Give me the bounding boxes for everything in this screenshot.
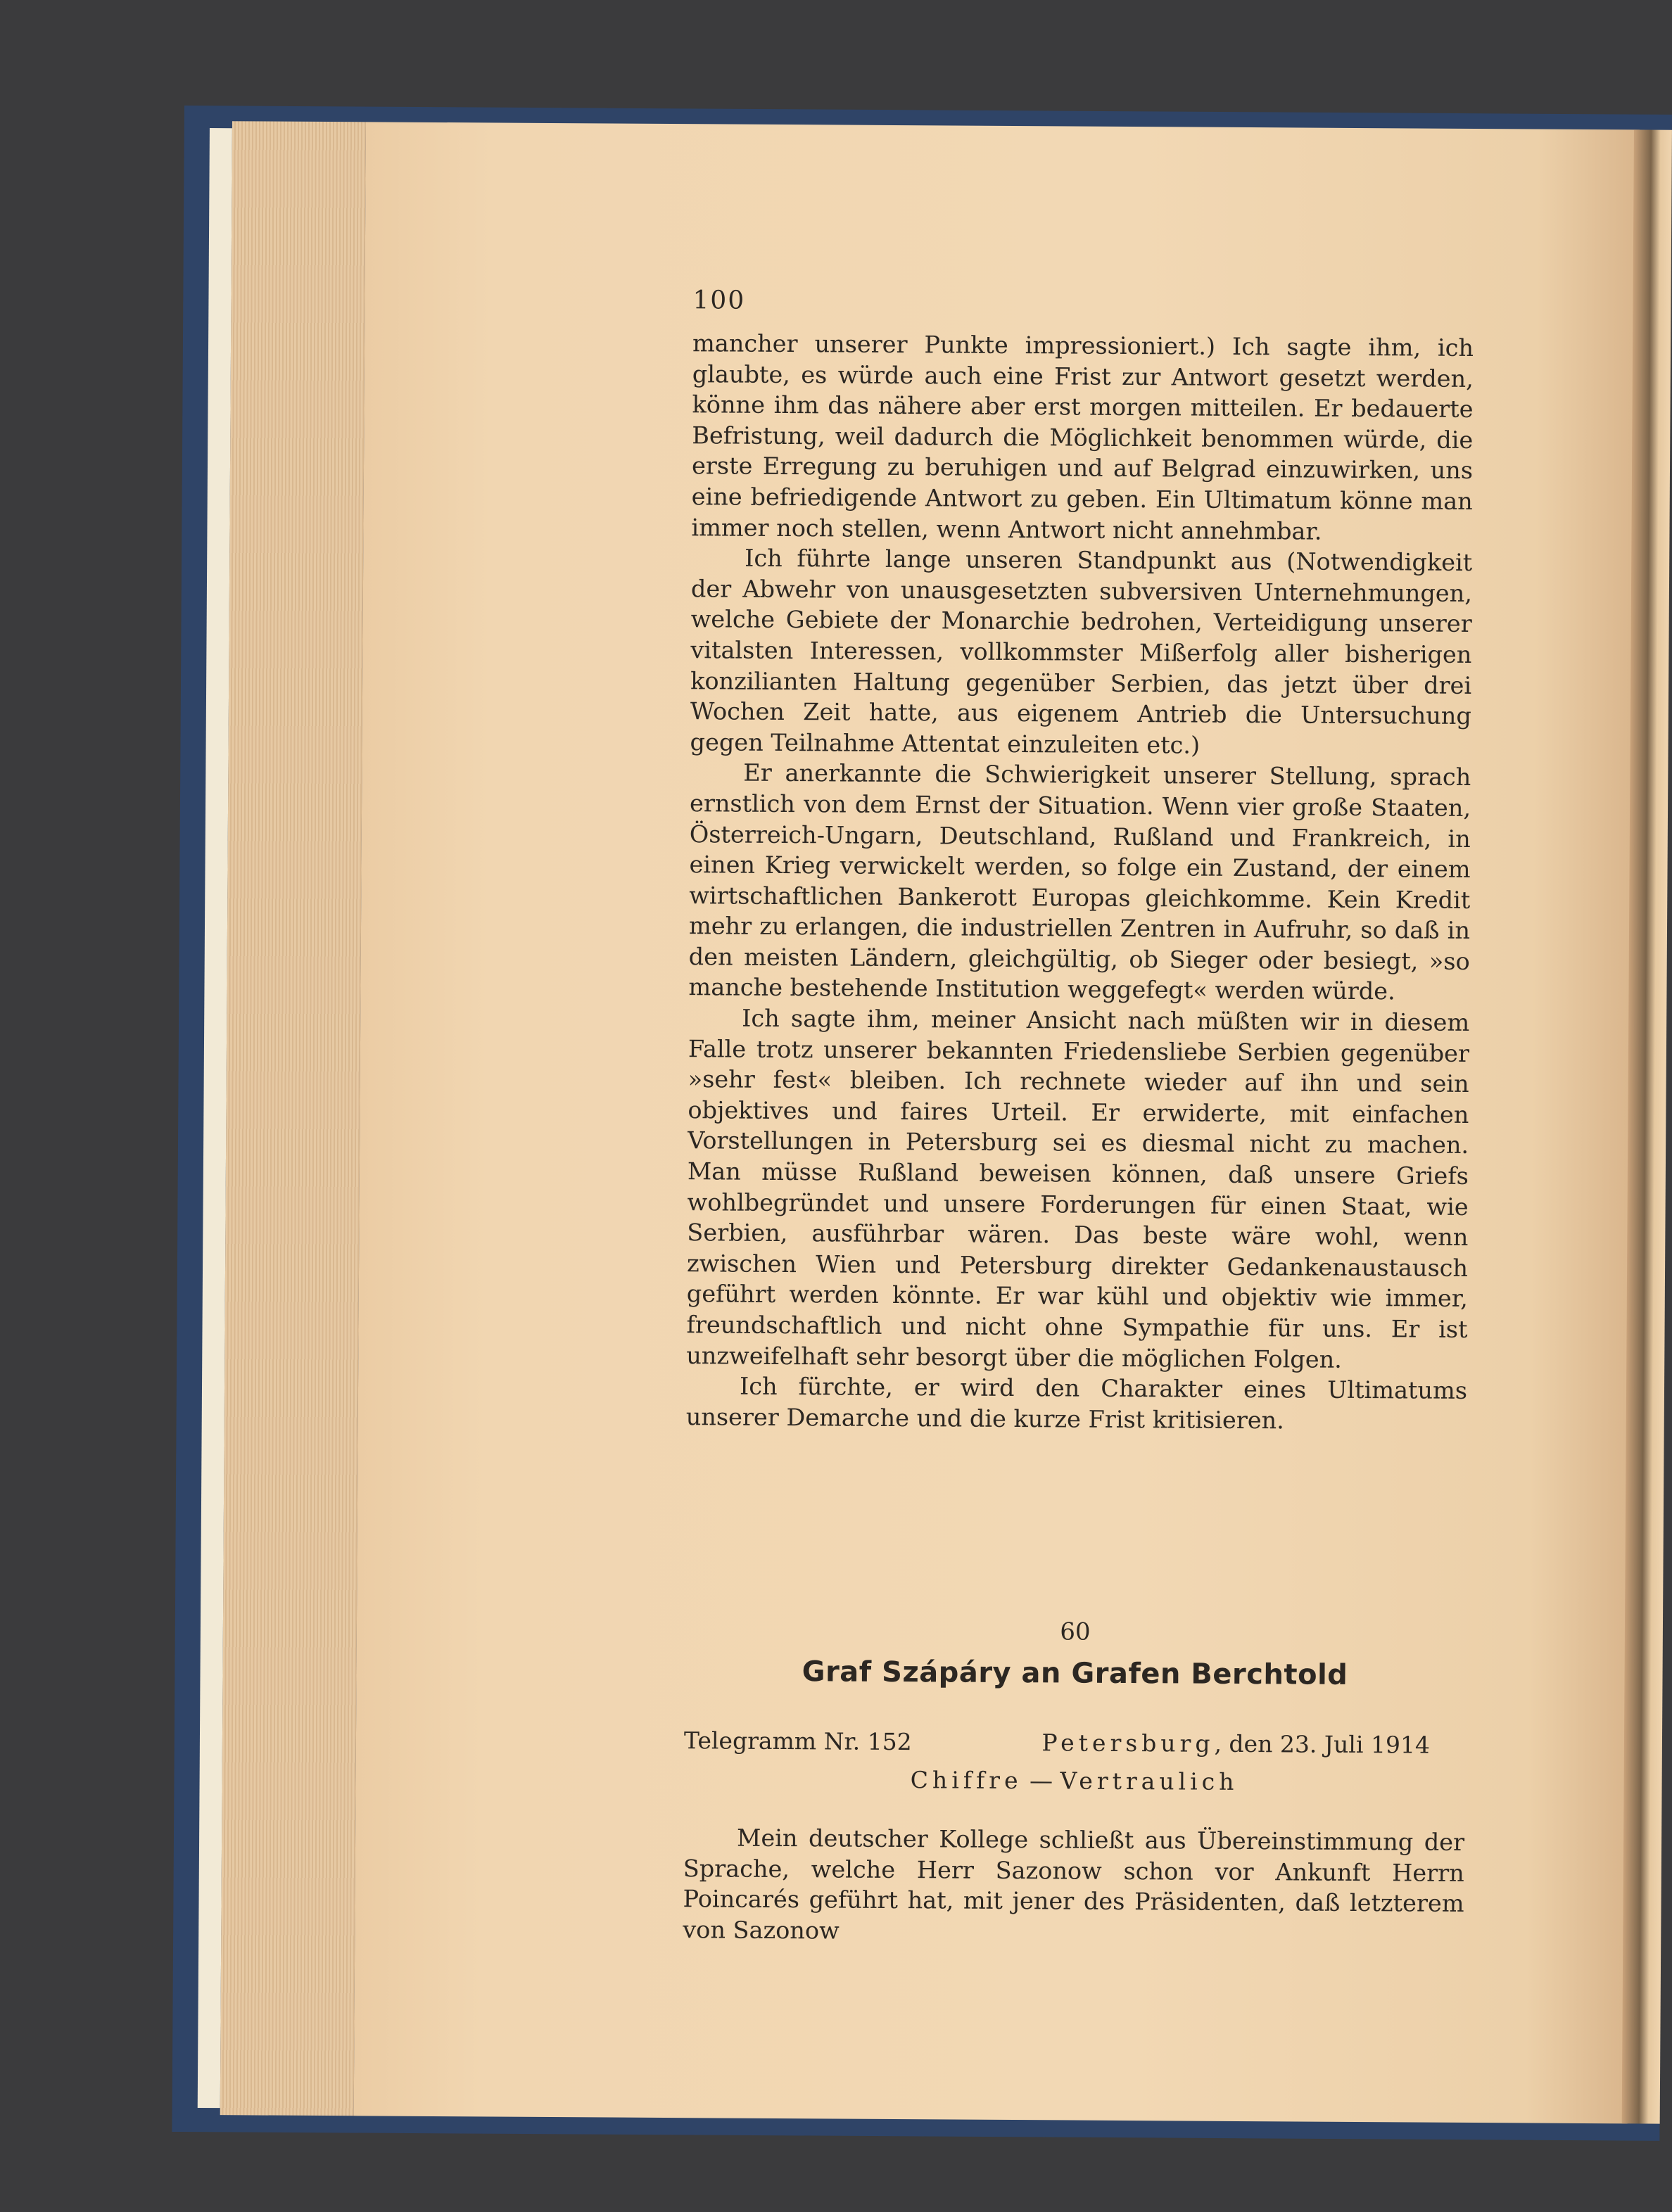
document-number: 60 [1060, 1617, 1091, 1646]
paragraph: Mein deutscher Kollege schließt aus Übereinstimmung der Sprache, welche Herr Sazonow schon vor Ankunft Herrn Poincarés geführt hat, mit jener des Präsidenten, daß letzterem von Sazonow [683, 1824, 1465, 1945]
classification-dash: — [1029, 1767, 1053, 1795]
page-number: 100 [692, 286, 746, 315]
paragraph: Ich führte lange unseren Standpunkt aus (Notwendigkeit der Abwehr von unausgesetzten subversiven Unternehmungen, welche Gebiete der Monarchie bedrohen, Verteidigung unserer vitalsten Interessen, vollkommster Mißerfolg aller bisherigen konzilianten Haltung gegenüber Serbien, das jetzt über drei Wochen Zeit hatte, aus eigenem Antrieb die Untersuchung gegen Teilnahme Attentat einzuleiten etc.) [690, 544, 1473, 759]
body-text [686, 328, 1474, 1437]
paragraph: Ich fürchte, er wird den Charakter eines Ultimatums unserer Demarche und die kurze Frist kritisieren. [685, 1372, 1468, 1435]
telegram-text [683, 1822, 1464, 1950]
telegram-number: Telegramm Nr. 152 [683, 1727, 912, 1756]
confidential-label: Vertraulich [1060, 1767, 1239, 1795]
paragraph: mancher unserer Punkte impressioniert.) Ich sagte ihm, ich glaubte, es würde auch eine Frist zur Antwort gesetzt werden, könne ihm das nähere aber erst morgen mitteilen. Er bedauerte Befristung, weil dadurch die Möglichkeit benommen würde, die erste Erregung zu beruhigen und auf Belgrad einzuwirken, uns eine befriedigende Antwort zu geben. Ein Ultimatum könne man immer noch stellen, wenn Antwort nicht annehmbar. [691, 329, 1474, 545]
book-page [198, 121, 1672, 2124]
paragraph: Er anerkannte die Schwierigkeit unserer Stellung, sprach ernstlich von dem Ernst der Situation. Wenn vier große Staaten, Österreich-Ungarn, Deutschland, Rußland und Frankreich, in einen Krieg verwickelt werden, so folge ein Zustand, der einem wirtschaftlichen Bankerott Europas gleichkomme. Kein Kredit mehr zu erlangen, die industriellen Zentren in Aufruhr, so daß in den meisten Ländern, gleichgültig, ob Sieger oder besiegt, »so manche bestehende Institution weggefegt« werden würde. [688, 758, 1471, 1005]
telegram-place: Petersburg [1041, 1729, 1215, 1757]
document-title: Graf Szápáry an Grafen Berchtold [802, 1655, 1348, 1691]
paragraph: Ich sagte ihm, meiner Ansicht nach müßten wir in diesem Falle trotz unserer bekannten Friedensliebe Serbien gegenüber »sehr fest« bleiben. Ich rechnete wieder auf ihn und sein objektives und faires Urteil. Er erwiderte, mit einfachen Vorstellungen in Petersburg sei es diesmal nicht zu machen. Man müsse Rußland beweisen können, daß unsere Griefs wohlbegründet und unsere Forderungen für einen Staat, wie Serbien, ausführbar wären. Das beste wäre wohl, wenn zwischen Wien und Petersburg direkter Gedankenaustausch geführt werden könnte. Er war kühl und objektiv wie immer, freundschaftlich und nicht ohne Sympathie für uns. Er ist unzweifelhaft sehr besorgt über die möglichen Folgen. [686, 1004, 1470, 1373]
cipher-label: Chiffre [910, 1766, 1022, 1795]
page-stack [220, 121, 366, 2116]
telegram-date: , den 23. Juli 1914 [1214, 1729, 1431, 1759]
telegram-dateline [1041, 1729, 1430, 1758]
telegram-classification [684, 1765, 1465, 1797]
